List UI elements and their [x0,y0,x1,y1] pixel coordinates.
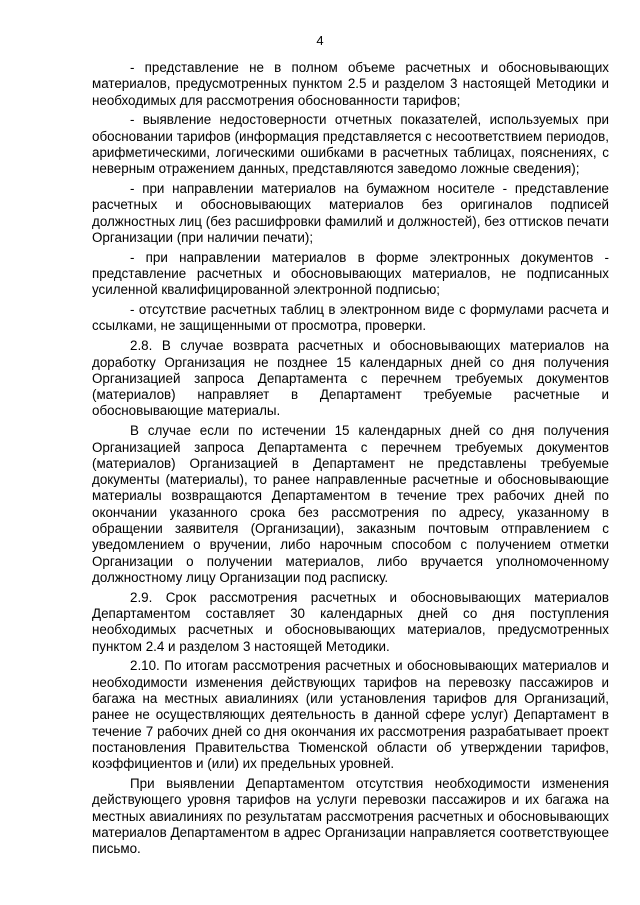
paragraph-return-of-materials: В случае если по истечении 15 календарных дней со дня получения Организацией запроса Департамента с перечнем требуемых документов (материалов) Организацией в Департамент не представлены требуемые документы (материалы), то ранее направленные расчетные и обосновывающие материалы возвращаются Департаментом в течение трех рабочих дней по окончании указанного срока без рассмотрения по адресу, указанному в обращении заявителя (Организации), заказным почтовым отправлением с уведомлением о вручении, либо нарочным способом с получением отметки Организации о получении материалов, либо вручается уполномоченному должностному лицу Организации под расписку. [92,423,609,585]
paragraph-electronic-documents: - при направлении материалов в форме электронных документов - представление расчетных и обосновывающих материалов, не подписанных усиленной квалифицированной электронной подписью; [92,249,609,298]
document-body [92,60,609,861]
paragraph-section-2-8: 2.8. В случае возврата расчетных и обосновывающих материалов на доработку Организация не позднее 15 календарных дней со дня получения Организацией запроса Департамента с перечнем требуемых документов (материалов) направляет в Департамент требуемые расчетные и обосновывающие материалы. [92,338,609,419]
paragraph-section-2-10: 2.10. По итогам рассмотрения расчетных и обосновывающих материалов и необходимости изменения действующих тарифов на перевозку пассажиров и багажа на местных авиалиниях (или установления тарифов для Организаций, ранее не осуществляющих деятельность в данной сфере услуг) Департамент в течение 7 рабочих дней со дня окончания их рассмотрения разрабатывает проект постановления Правительства Тюменской области об утверждении тарифов, коэффициентов и (или) их предельных уровней. [92,658,609,772]
paragraph-section-2-9: 2.9. Срок рассмотрения расчетных и обосновывающих материалов Департаментом составляет 30 календарных дней со дня поступления необходимых расчетных и обосновывающих материалов, предусмотренных пунктом 2.4 и разделом 3 настоящей Методики. [92,589,609,654]
paragraph-paper-materials: - при направлении материалов на бумажном носителе - представление расчетных и обосновывающих материалов без оригиналов подписей должностных лиц (без расшифровки фамилий и должностей), без оттисков печати Организации (при наличии печати); [92,181,609,245]
paragraph-unreliable-indicators: - выявление недостоверности отчетных показателей, используемых при обосновании тарифов (информация представляется с несоответствием периодов, арифметическими, логическими ошибками в расчетных таблицах, пояснениях, с неверным отражением данных, представляются заведомо ложные сведения); [92,112,609,177]
paragraph-missing-tables: - отсутствие расчетных таблиц в электронном виде с формулами расчета и ссылками, не защищенными от просмотра, проверки. [92,302,609,334]
paragraph-no-change-letter: При выявлении Департаментом отсутствия необходимости изменения действующего уровня тарифов на услуги перевозки пассажиров и их багажа на местных авиалиниях по результатам рассмотрения расчетных и обосновывающих материалов Департаментом в адрес Организации направляется соответствующее письмо. [92,775,609,857]
page-number: 4 [316,33,324,48]
paragraph-incomplete-materials: - представление не в полном объеме расчетных и обосновывающих материалов, предусмотренных пунктом 2.5 и разделом 3 настоящей Методики и необходимых для рассмотрения обоснованности тарифов; [92,60,609,108]
